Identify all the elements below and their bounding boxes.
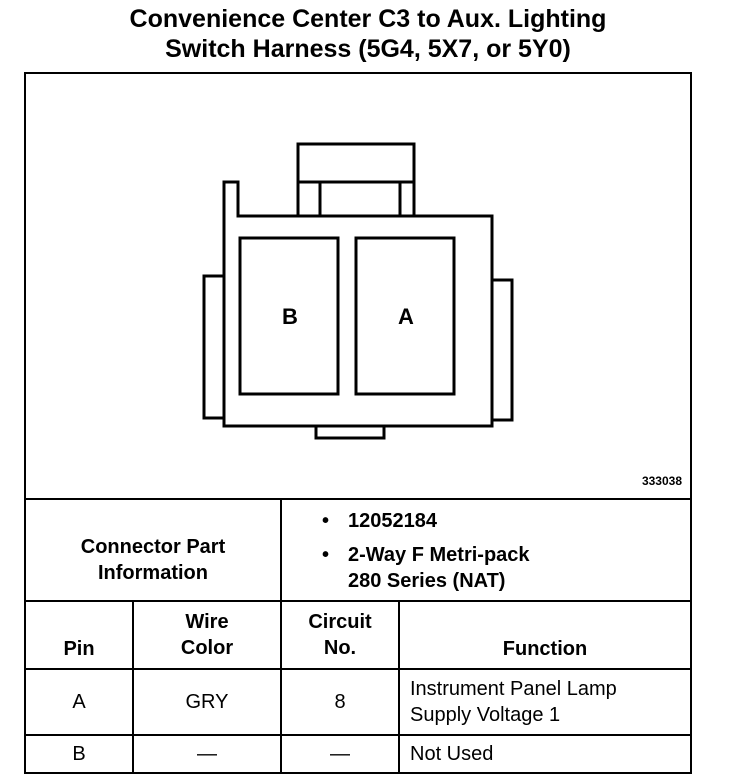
part-info-list (322, 508, 530, 594)
connector-body (224, 182, 492, 426)
header-wire-color-line-2: Color (180, 637, 234, 659)
header-function-label: Function (502, 638, 588, 660)
latch-tab (298, 144, 414, 216)
header-circuit (282, 602, 398, 668)
header-wire-color (134, 602, 280, 668)
header-pin-label: Pin (63, 638, 95, 660)
header-pin (26, 602, 132, 668)
row-a-function-line-1: Instrument Panel Lamp (410, 678, 617, 700)
row-a-circuit: 8 (334, 691, 346, 713)
part-info-label (26, 500, 280, 600)
connector-drawing (26, 74, 690, 498)
row-b-wire-color: — (197, 743, 217, 765)
title-line-2: Switch Harness (5G4, 5X7, or 5Y0) (165, 35, 571, 63)
row-a-function (410, 670, 688, 734)
right-ear (492, 280, 512, 420)
header-wire-color-line-1: Wire (185, 611, 229, 633)
row-b-function: Not Used (410, 743, 494, 765)
divider-part-info-vertical (280, 498, 282, 602)
part-number: 12052184 (348, 510, 437, 532)
part-number-item (322, 508, 530, 534)
bullet: • (322, 510, 330, 532)
part-info-label-line-1: Connector Part (80, 536, 226, 558)
row-a-pin: A (72, 691, 86, 713)
part-description-item (322, 542, 530, 594)
row-a-function-line-2: Supply Voltage 1 (410, 704, 561, 726)
bottom-foot (316, 426, 384, 438)
row-a-wire-color: GRY (185, 691, 229, 713)
header-function (400, 602, 690, 668)
header-circuit-line-2: No. (323, 637, 357, 659)
connector-drawing-area (26, 74, 690, 498)
diagram-title (0, 4, 736, 64)
part-description-line-2: 280 Series (NAT) (348, 570, 506, 592)
cavity-b-label: B (282, 304, 298, 329)
title-line-1: Convenience Center C3 to Aux. Lighting (129, 5, 607, 33)
figure-number: 333038 (641, 474, 682, 488)
left-ear (204, 276, 224, 418)
part-description-line-1: 2-Way F Metri-pack (348, 544, 530, 566)
header-circuit-line-1: Circuit (308, 611, 372, 633)
cavity-a-label: A (398, 304, 414, 329)
row-b-circuit: — (330, 743, 350, 765)
bullet: • (322, 544, 330, 566)
row-b-pin: B (72, 743, 86, 765)
connector-frame (24, 72, 692, 774)
part-info-label-line-2: Information (98, 562, 208, 584)
